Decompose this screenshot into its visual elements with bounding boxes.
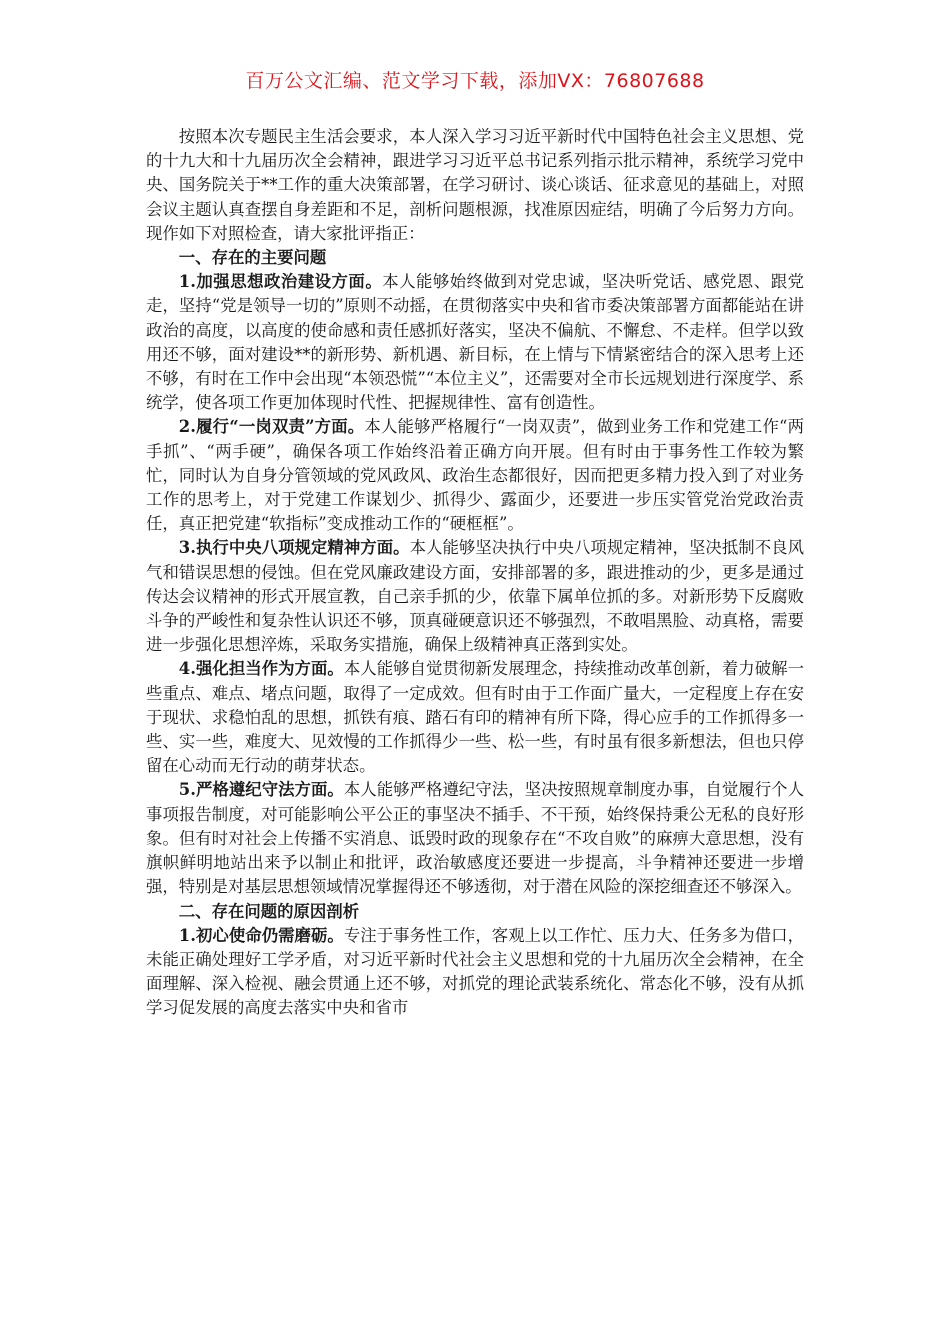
problem-paragraph xyxy=(146,536,804,657)
item-title: 1.初心使命仍需磨砺。 xyxy=(178,925,344,945)
item-text: 专注于事务性工作，客观上以工作忙、压力大、任务多为借口，未能正确处理好工学矛盾，对习近平新时代社会主义思想和党的十九届历次全会精神，在全面理解、深入检视、融会贯通上还不够，对抓党的理论武装系统化、常态化不够，没有从抓学习促发展的高度去落实中央和省市 xyxy=(146,925,804,1018)
problem-paragraph xyxy=(146,415,804,536)
intro-paragraph: 按照本次专题民主生活会要求，本人深入学习习近平新时代中国特色社会主义思想、党的十九大和十九届历次全会精神，跟进学习习近平总书记系列指示批示精神，系统学习党中央、国务院关于**工作的重大决策部署，在学习研讨、谈心谈话、征求意见的基础上，对照会议主题认真查摆自身差距和不足，剖析问题根源，找准原因症结，明确了今后努力方向。现作如下对照检查，请大家批评指正： xyxy=(146,127,804,243)
document-body xyxy=(146,125,804,1021)
item-title: 5.严格遵纪守法方面。 xyxy=(178,780,344,800)
section-heading: 二、存在问题的原因剖析 xyxy=(178,901,360,921)
item-text: 本人能够坚决执行中央八项规定精神，坚决抵制不良风气和错误思想的侵蚀。但在党风廉政建设方面，安排部署的多，跟进推动的少，更多是通过传达会议精神的形式开展宣教，自己亲手抓的少，依靠下属单位抓的多。对新形势下反腐败斗争的严峻性和复杂性认识还不够，顶真碰硬意识还不够强烈，不敢唱黑脸、动真格，需要进一步强化思想淬炼，采取务实措施，确保上级精神真正落到实处。 xyxy=(146,538,804,655)
item-text: 本人能够自觉贯彻新发展理念，持续推动改革创新，着力破解一些重点、难点、堵点问题，取得了一定成效。但有时由于工作面广量大，一定程度上存在安于现状、求稳怕乱的思想，抓铁有痕、踏石有印的精神有所下降，得心应手的工作抓得多一些、实一些，难度大、见效慢的工作抓得少一些、松一些，有时虽有很多新想法，但也只停留在心动而无行动的萌芽状态。 xyxy=(146,659,804,776)
problem-paragraph xyxy=(146,778,804,899)
item-title: 2.履行“一岗双责”方面。 xyxy=(178,417,365,437)
cause-paragraph xyxy=(146,924,804,1021)
item-text: 本人能够始终做到对党忠诚，坚决听党话、感党恩、跟党走，坚持“党是领导一切的”原则不动摇，在贯彻落实中央和省市委决策部署方面都能站在讲政治的高度，以高度的使命感和责任感抓好落实，坚决不偏航、不懈怠、不走样。但学以致用还不够，面对建设**的新形势、新机遇、新目标，在上情与下情紧密结合的深入思考上还不够，有时在工作中会出现“本领恐慌”“本位主义”，还需要对全市长远规划进行深度学、系统学，使各项工作更加体现时代性、把握规律性、富有创造性。 xyxy=(146,272,804,413)
watermark-banner: 百万公文汇编、范文学习下载，添加VX：76807688 xyxy=(245,70,705,92)
item-text: 本人能够严格履行“一岗双责”，做到业务工作和党建工作“两手抓”、“两手硬”，确保各项工作始终沿着正确方向开展。但有时由于事务性工作较为繁忙，同时认为自身分管领域的党风政风、政治生态都很好，因而把更多精力投入到了对业务工作的思考上，对于党建工作谋划少、抓得少、露面少，还要进一步压实管党治党政治责任，真正把党建“软指标”变成推动工作的“硬框框”。 xyxy=(146,417,804,534)
item-title: 3.执行中央八项规定精神方面。 xyxy=(178,538,410,558)
section-heading: 一、存在的主要问题 xyxy=(178,248,327,268)
item-title: 4.强化担当作为方面。 xyxy=(178,659,344,679)
item-title: 1.加强思想政治建设方面。 xyxy=(178,272,383,292)
problem-paragraph xyxy=(146,270,804,415)
item-text: 本人能够严格遵纪守法，坚决按照规章制度办事，自觉履行个人事项报告制度，对可能影响公平公正的事坚决不插手、不干预，始终保持秉公无私的良好形象。但有时对社会上传播不实消息、诋毁时政的现象存在“不攻自败”的麻痹大意思想，没有旗帜鲜明地站出来予以制止和批评，政治敏感度还要进一步提高，斗争精神还要进一步增强，特别是对基层思想领域情况掌握得还不够透彻，对于潜在风险的深挖细查还不够深入。 xyxy=(146,780,804,897)
problem-paragraph xyxy=(146,657,804,778)
